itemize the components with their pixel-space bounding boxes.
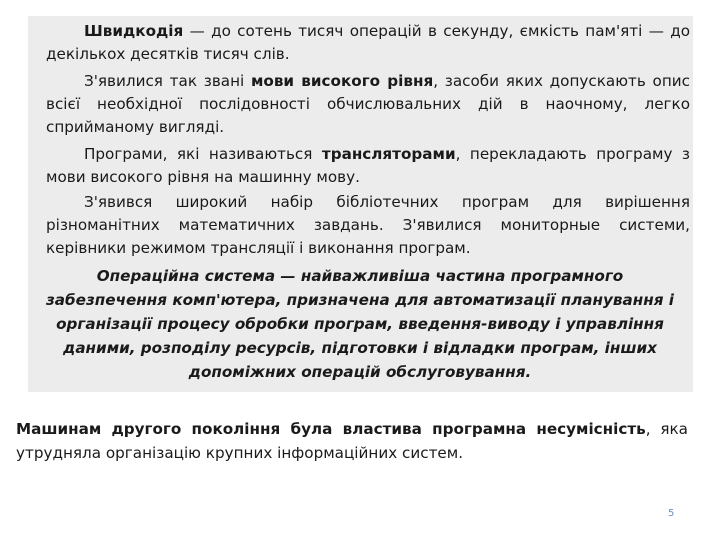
term-incompatibility: Машинам другого покоління була властива програмна несумісність	[16, 420, 646, 438]
paragraph-high-level-languages	[46, 70, 690, 139]
paragraph-incompatibility-text: , яка утрудняла організацію крупних інформаційних систем.	[16, 420, 688, 462]
paragraph-libraries: З'явився широкий набір бібліотечних програм для вирішення різноманітних математичних завдань. З'явилися мониторные системи, керівники режимом трансляції і виконання програм.	[46, 193, 690, 257]
page-number: 5	[668, 508, 675, 519]
term-high-level-languages: мови високого рівня	[250, 72, 434, 90]
paragraph-hll-text: , засоби яких допускають опис всієї необхідної послідовності обчислювальних дій в наочному, легко сприйманому вигляді.	[46, 72, 690, 136]
paragraph-speed	[46, 20, 690, 66]
paragraph-speed-text: — до сотень тисяч операцій в секунду, ємкість пам'яті — до декількох десятків тисяч слів.	[46, 22, 690, 63]
term-translators: трансляторами	[321, 145, 456, 163]
paragraph-incompatibility	[16, 417, 688, 465]
operating-system-definition: Операційна система — найважливіша частина програмного забезпечення комп'ютера, призначена для автоматизації планування і організації процесу обробки програм, введення-виводу і управління даними, розподілу ресурсів, підготовки і відладки програм, інших допоміжних операцій обслуговування.	[45, 267, 675, 381]
paragraph-translators-text: , перекладають програму з мови високого рівня на машинну мову.	[46, 145, 690, 186]
paragraph-translators-start: Програми, які називаються	[84, 145, 322, 163]
paragraph-translators	[46, 143, 690, 189]
term-speed: Швидкодія	[84, 22, 184, 40]
paragraph-hll-start: З'явилися так звані	[84, 72, 251, 90]
